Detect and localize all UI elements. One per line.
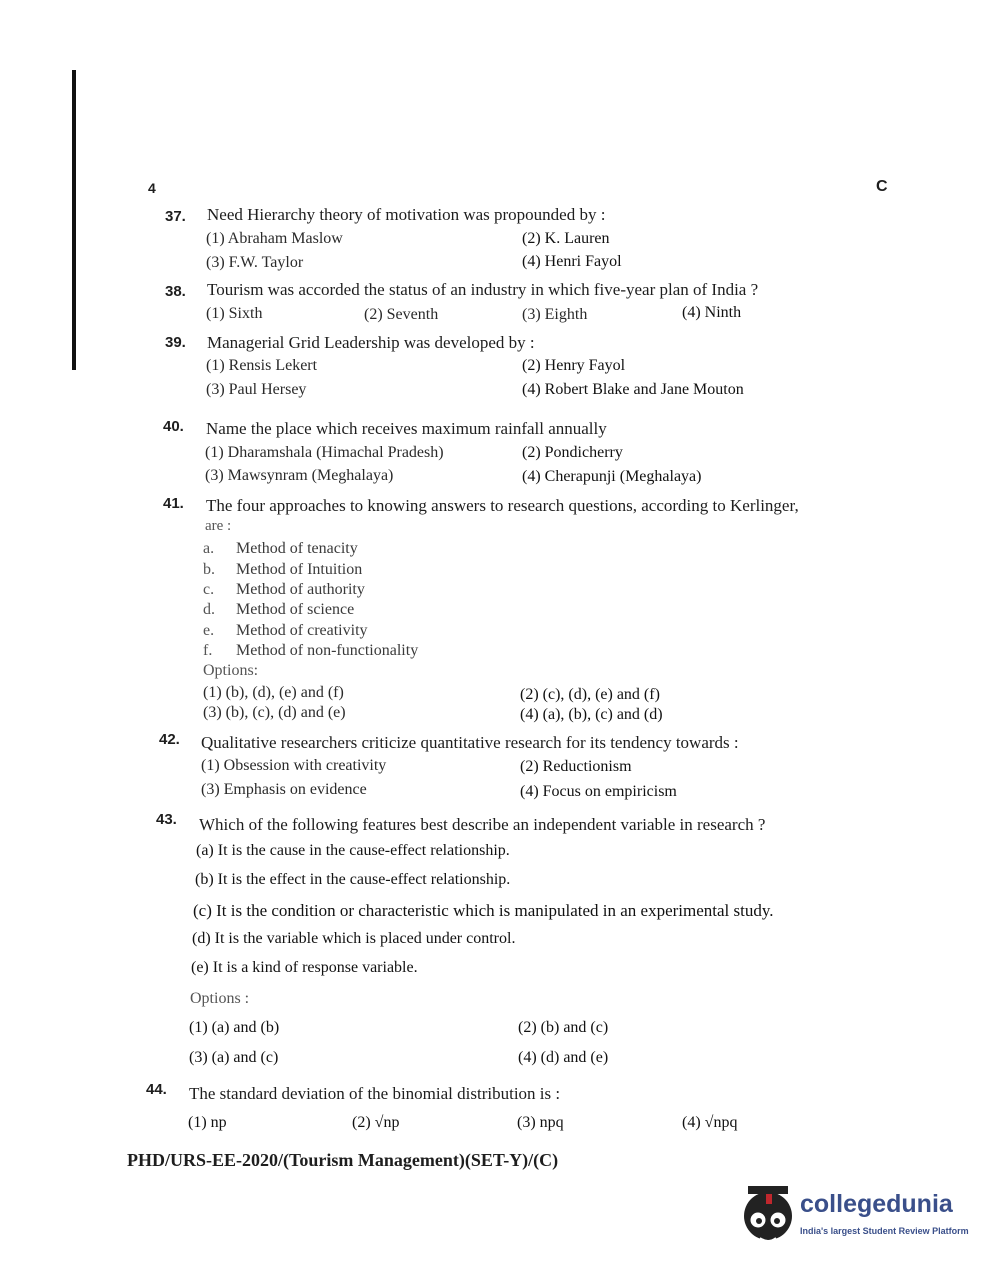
- option-3: (3) Emphasis on evidence: [201, 781, 367, 798]
- paper-code-footer: PHD/URS-EE-2020/(Tourism Management)(SET-Y)/(C): [127, 1150, 559, 1170]
- question-text: The standard deviation of the binomial distribution is :: [189, 1084, 561, 1103]
- question-text: The four approaches to knowing answers to research questions, according to Kerlinger,: [206, 496, 799, 515]
- option-2: (2) Reductionism: [520, 758, 632, 775]
- set-letter: C: [876, 178, 888, 195]
- question-number: 42.: [159, 731, 180, 748]
- option-1: (1) Rensis Lekert: [206, 357, 318, 374]
- item-text: Method of authority: [236, 581, 365, 598]
- option-4: (4) (d) and (e): [518, 1049, 609, 1066]
- question-text: Name the place which receives maximum rainfall annually: [206, 419, 607, 438]
- item-text: Method of non-functionality: [236, 642, 419, 659]
- item-label: a.: [203, 540, 215, 557]
- question-number: 40.: [163, 418, 184, 435]
- item-text: Method of creativity: [236, 622, 368, 639]
- question-text: Which of the following features best describe an independent variable in research ?: [199, 815, 766, 834]
- option-2: (2) Seventh: [364, 306, 439, 323]
- option-1: (1) Dharamshala (Himachal Pradesh): [205, 444, 444, 461]
- option-1: (1) np: [188, 1114, 227, 1131]
- question-number: 44.: [146, 1081, 167, 1098]
- option-3: (3) (a) and (c): [189, 1049, 279, 1066]
- option-3: (3) npq: [517, 1114, 564, 1131]
- option-2: (2) Pondicherry: [522, 444, 623, 461]
- option-1: (1) (b), (d), (e) and (f): [203, 684, 344, 701]
- option-3: (3) F.W. Taylor: [206, 254, 304, 271]
- item-text: (a) It is the cause in the cause-effect relationship.: [196, 842, 510, 859]
- question-text-continued: are :: [205, 518, 232, 534]
- option-2: (2) (b) and (c): [518, 1019, 609, 1036]
- logo-tagline: India's largest Student Review Platform: [800, 1226, 969, 1236]
- question-number: 38.: [165, 283, 186, 300]
- item-text: (d) It is the variable which is placed under control.: [192, 930, 516, 947]
- question-text: Qualitative researchers criticize quantitative research for its tendency towards :: [201, 733, 739, 752]
- logo-wordmark: collegedunia: [800, 1190, 953, 1218]
- option-4: (4) Robert Blake and Jane Mouton: [522, 381, 744, 398]
- option-1: (1) Sixth: [206, 305, 263, 322]
- option-4: (4) Henri Fayol: [522, 253, 622, 270]
- item-label: f.: [203, 642, 213, 659]
- item-text: (e) It is a kind of response variable.: [191, 959, 418, 976]
- options-label: Options:: [203, 662, 259, 679]
- page-number: 4: [148, 180, 156, 196]
- question-text: Managerial Grid Leadership was developed by :: [207, 333, 535, 352]
- option-2: (2) (c), (d), (e) and (f): [520, 686, 660, 703]
- option-4: (4) (a), (b), (c) and (d): [520, 706, 663, 723]
- question-number: 43.: [156, 811, 177, 828]
- option-3: (3) Mawsynram (Meghalaya): [205, 467, 394, 484]
- option-3: (3) Paul Hersey: [206, 381, 307, 398]
- question-number: 41.: [163, 495, 184, 512]
- option-2: (2) K. Lauren: [522, 230, 610, 247]
- item-label: e.: [203, 622, 215, 639]
- collegedunia-logo: [740, 1180, 970, 1250]
- option-1: (1) Abraham Maslow: [206, 230, 343, 247]
- option-4: (4) Ninth: [682, 304, 742, 321]
- item-text: (c) It is the condition or characteristic which is manipulated in an experimental study.: [193, 901, 774, 920]
- option-1: (1) Obsession with creativity: [201, 757, 387, 774]
- option-2: (2) √np: [352, 1114, 400, 1131]
- options-label: Options :: [190, 990, 250, 1007]
- item-text: Method of Intuition: [236, 561, 363, 578]
- option-4: (4) Focus on empiricism: [520, 783, 677, 800]
- question-text: Need Hierarchy theory of motivation was propounded by :: [207, 205, 606, 224]
- scan-margin-line: [72, 70, 76, 370]
- item-text: (b) It is the effect in the cause-effect relationship.: [195, 871, 511, 888]
- option-4: (4) Cherapunji (Meghalaya): [522, 468, 702, 485]
- question-number: 39.: [165, 334, 186, 351]
- option-3: (3) (b), (c), (d) and (e): [203, 704, 346, 721]
- item-text: Method of tenacity: [236, 540, 358, 557]
- question-text: Tourism was accorded the status of an industry in which five-year plan of India ?: [207, 280, 759, 299]
- option-1: (1) (a) and (b): [189, 1019, 280, 1036]
- question-number: 37.: [165, 208, 186, 225]
- option-4: (4) √npq: [682, 1114, 738, 1131]
- item-text: Method of science: [236, 601, 355, 618]
- item-label: d.: [203, 601, 215, 618]
- option-2: (2) Henry Fayol: [522, 357, 626, 374]
- item-label: c.: [203, 581, 215, 598]
- item-label: b.: [203, 561, 215, 578]
- mascot-icon: [740, 1180, 798, 1250]
- option-3: (3) Eighth: [522, 306, 588, 323]
